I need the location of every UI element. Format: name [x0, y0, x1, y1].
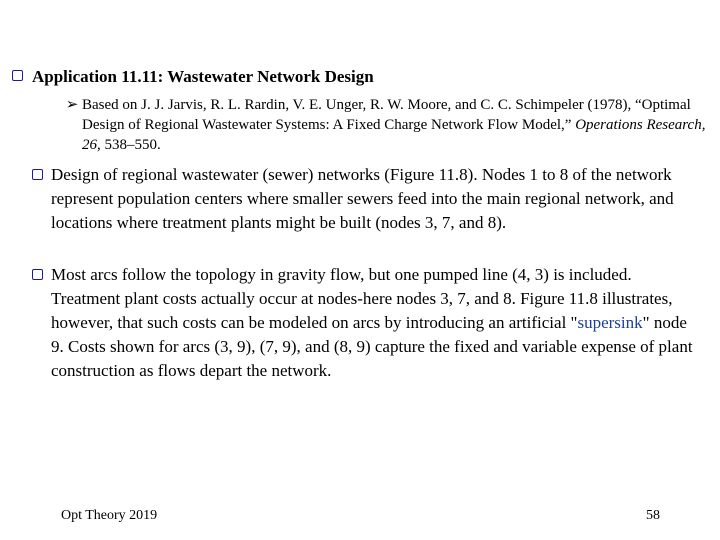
- paragraph1-text: Design of regional wastewater (sewer) networks (Figure 11.8). Nodes 1 to 8 of the network represent population centers where smaller sewers feed into the main regional network, and locations where treatment plants might be built (nodes 3, 7, and 8).: [51, 165, 674, 232]
- square-bullet-icon: [32, 169, 43, 180]
- slide-heading: [12, 66, 712, 87]
- heading-text: Application 11.11: Wastewater Network Design: [32, 67, 374, 86]
- footer-course-label: Opt Theory 2019: [61, 508, 158, 523]
- square-bullet-icon: [32, 269, 43, 280]
- reference-text: [82, 95, 710, 155]
- reference-suffix: , 538–550.: [97, 137, 161, 153]
- reference-prefix: Based on J. J. Jarvis, R. L. Rardin, V. E. Unger, R. W. Moore, and C. C. Schimpeler (1978), “Optimal Design of Regional Wastewater Systems: A Fixed Charge Network Flow Model,”: [82, 97, 691, 133]
- page-number: 58: [646, 508, 660, 523]
- paragraph2-after: " node 9. Costs shown for arcs (3, 9), (7, 9), and (8, 9) capture the fixed and variable expense of plant construction as flows depart the network.: [51, 313, 693, 380]
- paragraph-design: [32, 163, 700, 235]
- paragraph2-before: Most arcs follow the topology in gravity flow, but one pumped line (4, 3) is included. Treatment plant costs actually occur at nodes-here nodes 3, 7, and 8. Figure 11.8 illustrates, however, that such costs can be modeled on arcs by introducing an artificial ": [51, 265, 673, 332]
- square-bullet-icon: [12, 70, 23, 81]
- supersink-term: supersink: [577, 313, 643, 332]
- reference-subbullet: [65, 95, 710, 155]
- paragraph-arcs: [32, 263, 700, 383]
- arrow-bullet-icon: ➢: [65, 97, 79, 113]
- paragraph2-text: [32, 263, 700, 383]
- reference-journal: Operations Research, 26: [82, 117, 706, 153]
